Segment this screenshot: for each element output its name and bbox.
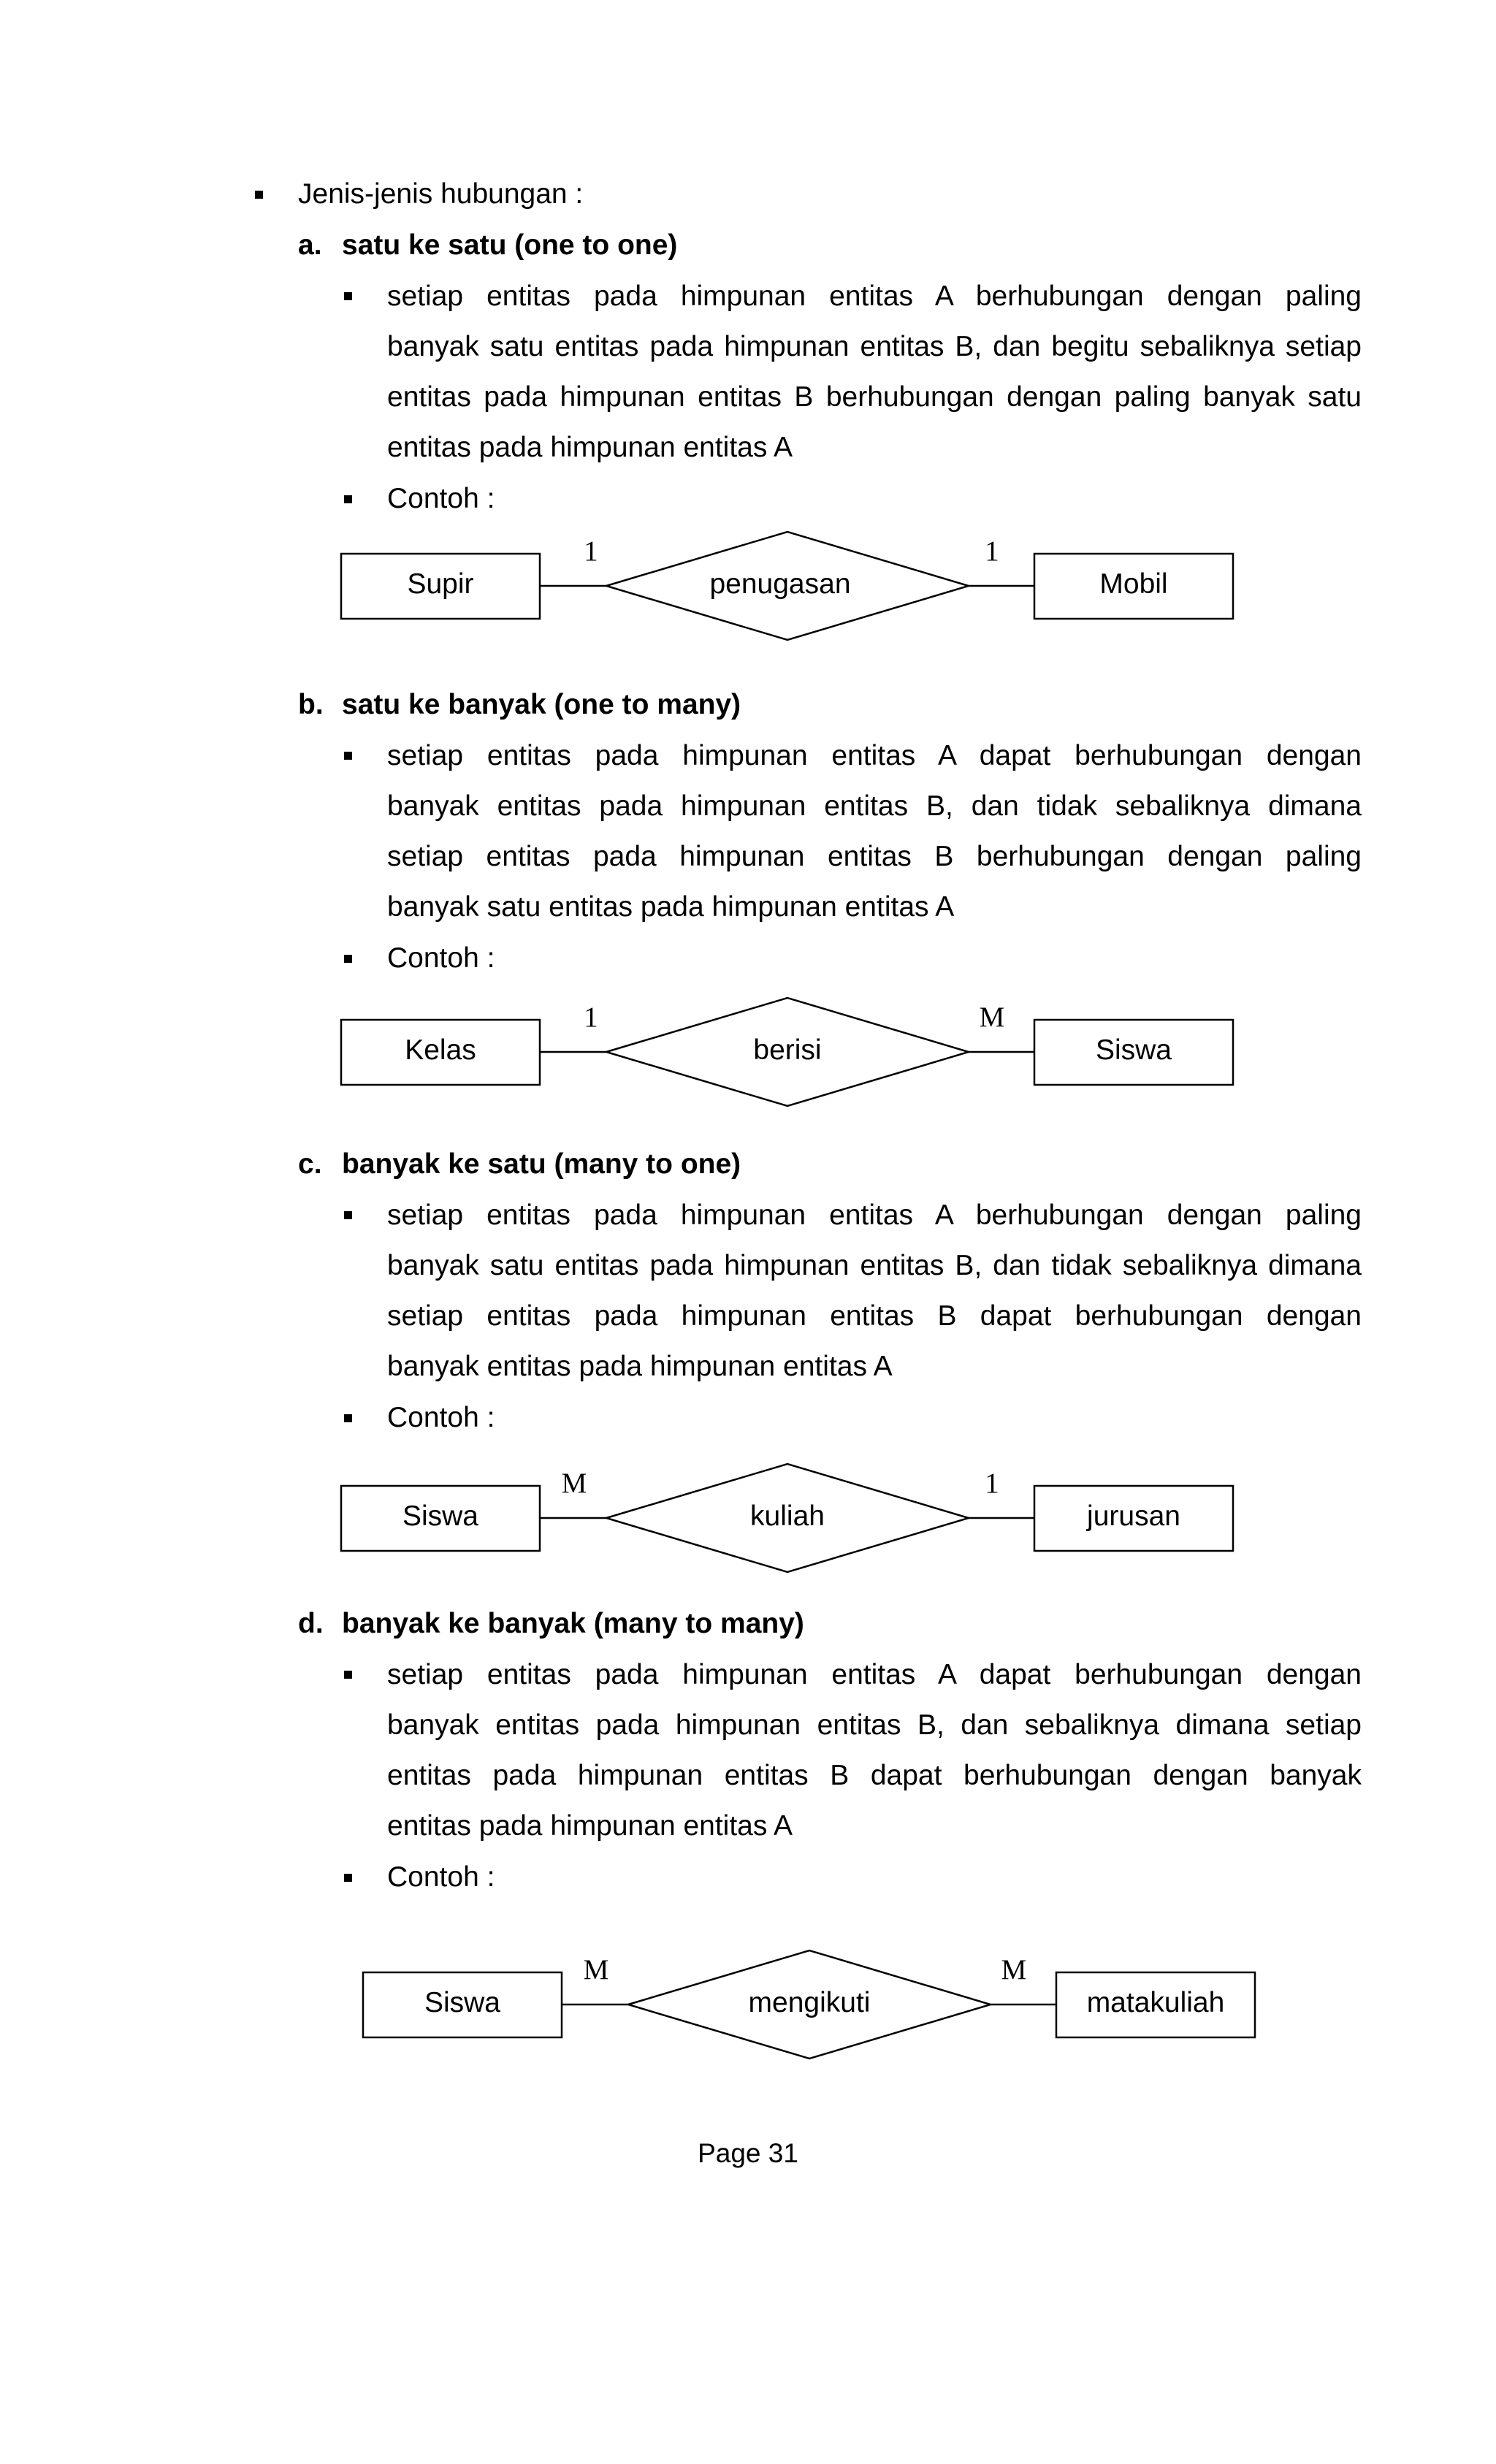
er-cardinality-left: 1 bbox=[584, 535, 598, 567]
er-cardinality-right: 1 bbox=[985, 1468, 999, 1499]
heading: Jenis-jenis hubungan : bbox=[298, 178, 584, 210]
section-d-title: banyak ke banyak (many to many) bbox=[342, 1608, 804, 1639]
er-entity-right: Mobil bbox=[1099, 568, 1168, 600]
er-entity-right: matakuliah bbox=[1086, 1987, 1225, 2018]
section-a-line: banyak satu entitas pada himpunan entitas B, dan begitu sebaliknya setiap bbox=[387, 331, 1362, 362]
section-b-contoh-bullet-icon bbox=[344, 955, 352, 963]
section-a-line: entitas pada himpunan entitas B berhubungan dengan paling banyak satu bbox=[387, 381, 1362, 413]
er-relationship-label: berisi bbox=[753, 1034, 822, 1066]
er-diagram-many-to-many bbox=[362, 1948, 1261, 2065]
section-c-marker: c. bbox=[298, 1148, 322, 1180]
section-c-line: setiap entitas pada himpunan entitas B dapat berhubungan dengan bbox=[387, 1300, 1362, 1332]
er-diagram-many-to-one bbox=[340, 1462, 1239, 1579]
section-a-line: setiap entitas pada himpunan entitas A berhubungan dengan paling bbox=[387, 281, 1362, 312]
er-entity-left: Supir bbox=[407, 568, 474, 600]
er-relationship-label: mengikuti bbox=[748, 1987, 871, 2018]
er-relationship-label: penugasan bbox=[709, 568, 851, 600]
section-d-marker: d. bbox=[298, 1608, 324, 1639]
section-b-line: banyak entitas pada himpunan entitas B, dan tidak sebaliknya dimana bbox=[387, 790, 1362, 822]
section-d-line: entitas pada himpunan entitas A bbox=[387, 1810, 793, 1842]
section-b-title: satu ke banyak (one to many) bbox=[342, 689, 741, 720]
section-d-contoh: Contoh : bbox=[387, 1861, 495, 1893]
section-d-description bbox=[387, 1658, 1362, 1860]
section-c-description bbox=[387, 1199, 1362, 1400]
section-c-contoh: Contoh : bbox=[387, 1402, 495, 1433]
section-c-line: setiap entitas pada himpunan entitas A berhubungan dengan paling bbox=[387, 1199, 1362, 1231]
er-relationship-label: kuliah bbox=[750, 1500, 825, 1532]
section-d-line: entitas pada himpunan entitas B dapat berhubungan dengan banyak bbox=[387, 1760, 1362, 1791]
er-cardinality-left: 1 bbox=[584, 1002, 598, 1033]
section-b-line: setiap entitas pada himpunan entitas B berhubungan dengan paling bbox=[387, 841, 1362, 872]
section-b-description bbox=[387, 739, 1362, 941]
section-c-contoh-bullet-icon bbox=[344, 1414, 352, 1422]
section-a-description bbox=[387, 280, 1362, 481]
section-b-contoh: Contoh : bbox=[387, 942, 495, 974]
section-d-line: banyak entitas pada himpunan entitas B, dan sebaliknya dimana setiap bbox=[387, 1709, 1362, 1741]
er-cardinality-right: M bbox=[979, 1002, 1005, 1033]
section-a-line: entitas pada himpunan entitas A bbox=[387, 432, 793, 463]
page-number: Page 31 bbox=[698, 2138, 798, 2168]
section-a-bullet-icon bbox=[344, 292, 352, 300]
section-d-contoh-bullet-icon bbox=[344, 1874, 352, 1882]
er-cardinality-right: 1 bbox=[985, 535, 999, 567]
section-c-title: banyak ke satu (many to one) bbox=[342, 1148, 741, 1180]
er-entity-left: Siswa bbox=[424, 1987, 501, 2018]
section-d-bullet-icon bbox=[344, 1671, 352, 1679]
er-entity-left: Siswa bbox=[402, 1500, 479, 1532]
er-entity-right: Siswa bbox=[1095, 1034, 1172, 1066]
section-a-contoh-bullet-icon bbox=[344, 495, 352, 503]
section-d-line: setiap entitas pada himpunan entitas A dapat berhubungan dengan bbox=[387, 1659, 1362, 1690]
section-c-bullet-icon bbox=[344, 1211, 352, 1219]
er-cardinality-right: M bbox=[1001, 1954, 1027, 1986]
er-cardinality-left: M bbox=[561, 1468, 587, 1499]
section-b-line: banyak satu entitas pada himpunan entitas A bbox=[387, 891, 955, 923]
er-diagram-one-to-one bbox=[340, 530, 1239, 646]
section-c-line: banyak satu entitas pada himpunan entitas B, dan tidak sebaliknya dimana bbox=[387, 1250, 1362, 1281]
er-cardinality-left: M bbox=[583, 1954, 609, 1986]
section-b-bullet-icon bbox=[344, 752, 352, 760]
er-diagram-one-to-many bbox=[340, 996, 1239, 1113]
heading-bullet-icon bbox=[255, 191, 263, 199]
section-a-contoh: Contoh : bbox=[387, 483, 495, 514]
section-a-marker: a. bbox=[298, 229, 322, 261]
section-c-line: banyak entitas pada himpunan entitas A bbox=[387, 1351, 893, 1382]
section-b-line: setiap entitas pada himpunan entitas A dapat berhubungan dengan bbox=[387, 740, 1362, 771]
section-a-title: satu ke satu (one to one) bbox=[342, 229, 678, 261]
er-entity-right: jurusan bbox=[1087, 1500, 1180, 1532]
er-entity-left: Kelas bbox=[405, 1034, 476, 1066]
section-b-marker: b. bbox=[298, 689, 324, 720]
